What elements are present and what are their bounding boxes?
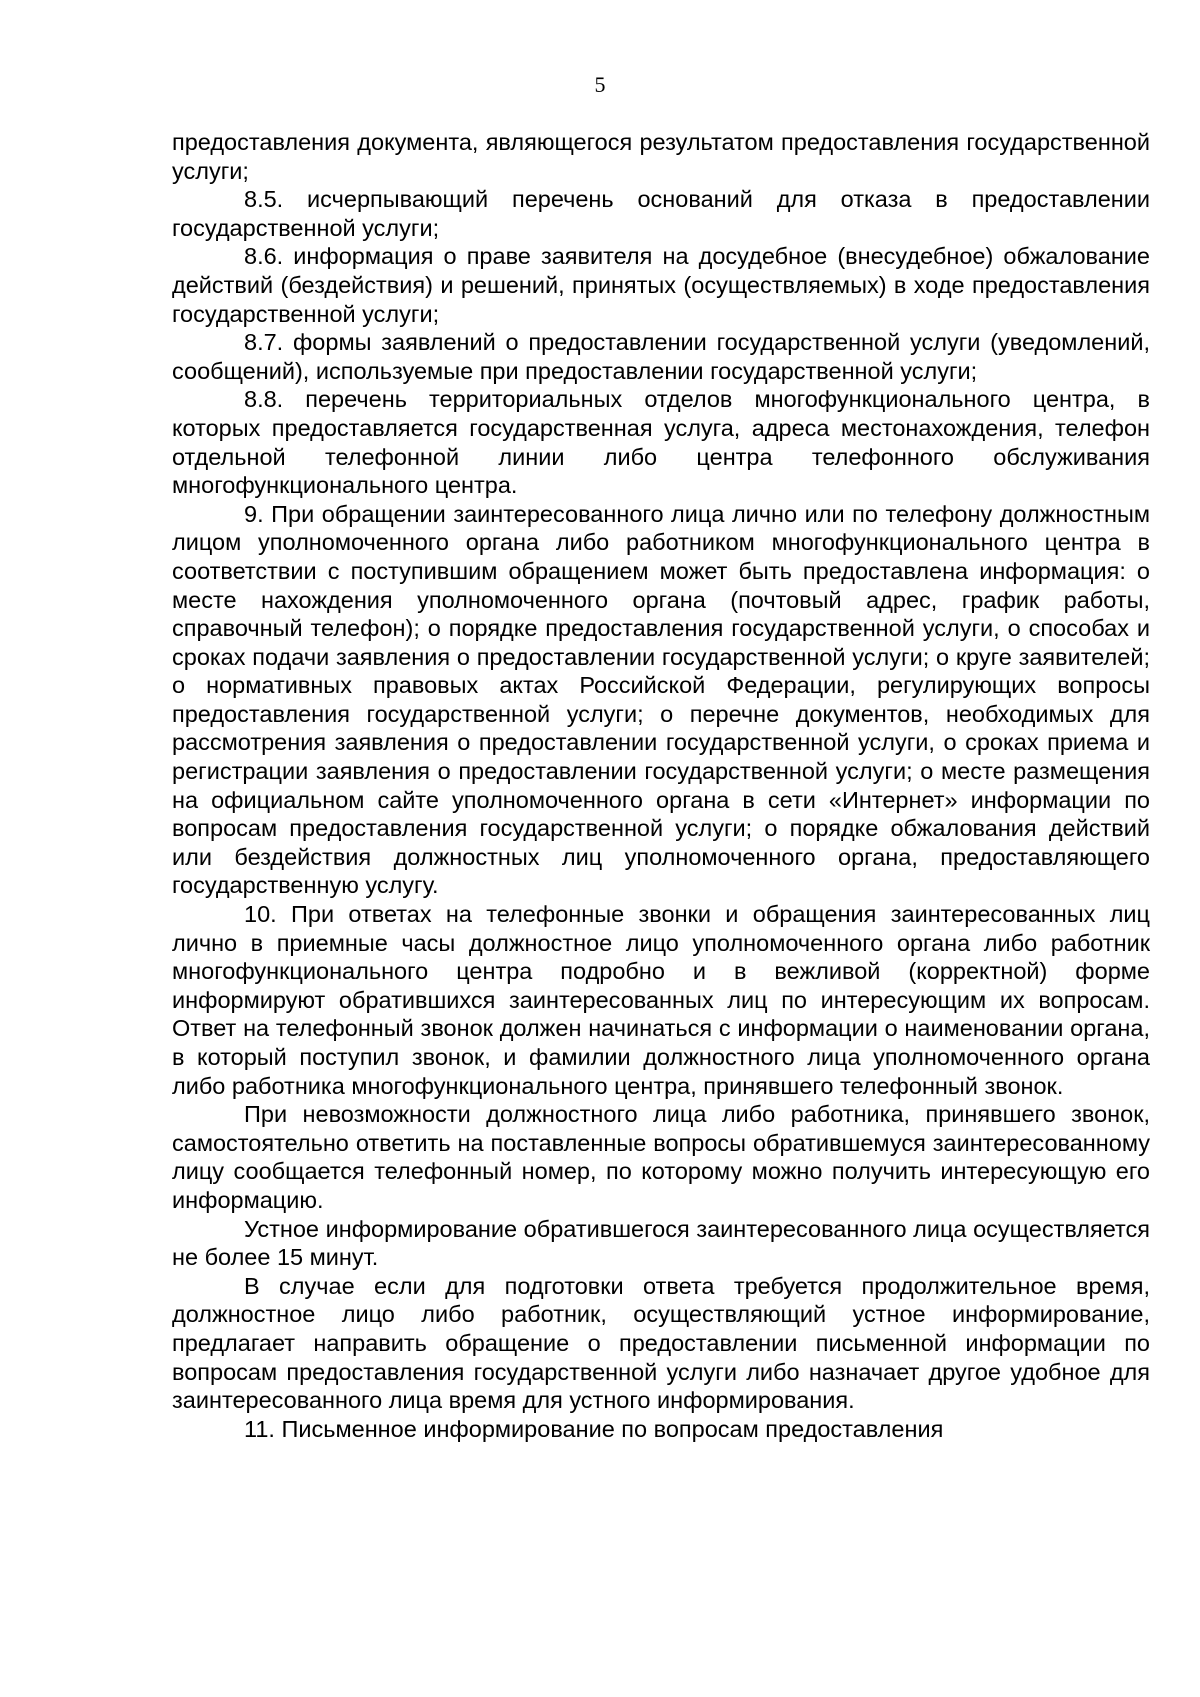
paragraph-8-7: 8.7. формы заявлений о предоставлении государственной услуги (уведомлений, сообщений), используемые при предоставлении государственной услуги; — [172, 329, 1150, 384]
page-number: 5 — [594, 72, 606, 97]
paragraph-9: 9. При обращении заинтересованного лица лично или по телефону должностным лицом уполномоченного органа либо работником многофункционального центра в соответствии с поступившим обращением может быть предоставлена информация: о месте нахождения уполномоченного органа (почтовый адрес, график работы, справочный телефон); о порядке предоставления государственной услуги, о способах и сроках подачи заявления о предоставлении государственной услуги; о круге заявителей; о нормативных правовых актах Российской Федерации, регулирующих вопросы предоставления государственной услуги; о перечне документов, необходимых для рассмотрения заявления о предоставлении государственной услуги, о сроках приема и регистрации заявления о предоставлении государственной услуги; о месте размещения на официальном сайте уполномоченного органа в сети «Интернет» информации по вопросам предоставления государственной услуги; о порядке обжалования действий или бездействия должностных лиц уполномоченного органа, предоставляющего государственную услугу. — [172, 500, 1150, 899]
paragraph-8-5: 8.5. исчерпывающий перечень оснований для отказа в предоставлении государственной услуги; — [172, 186, 1150, 241]
paragraph-11: 11. Письменное информирование по вопросам предоставления — [244, 1415, 944, 1442]
paragraph-8-8: 8.8. перечень территориальных отделов многофункционального центра, в которых предоставляется государственная услуга, адреса местонахождения, телефон отдельной телефонной линии либо центра телефонного обслуживания многофункционального центра. — [172, 386, 1150, 499]
paragraph-10-oral-duration: Устное информирование обратившегося заинтересованного лица осуществляется не более 15 минут. — [172, 1215, 1150, 1271]
paragraph-8-6: 8.6. информация о праве заявителя на досудебное (внесудебное) обжалование действий (бездействия) и решений, принятых (осуществляемых) в ходе предоставления государственной услуги; — [172, 243, 1150, 327]
paragraph-10: 10. При ответах на телефонные звонки и обращения заинтересованных лиц лично в приемные часы должностное лицо уполномоченного органа либо работник многофункционального центра подробно и в вежливой (корректной) форме информируют обратившихся заинтересованных лиц по интересующим их вопросам. Ответ на телефонный звонок должен начинаться с информации о наименовании органа, в который поступил звонок, и фамилии должностного лица уполномоченного органа либо работника многофункционального центра, принявшего телефонный звонок. — [172, 901, 1150, 1099]
paragraph-continuation: предоставления документа, являющегося результатом предоставления государственной услуги; — [172, 129, 1150, 184]
paragraph-10-long-answer: В случае если для подготовки ответа требуется продолжительное время, должностное лицо либо работник, осуществляющий устное информирование, предлагает направить обращение о предоставлении письменной информации по вопросам предоставления государственной услуги либо назначает другое удобное для заинтересованного лица время для устного информирования. — [172, 1272, 1150, 1414]
paragraph-10-unable-to-answer: При невозможности должностного лица либо работника, принявшего звонок, самостоятельно ответить на поставленные вопросы обратившемуся заинтересованному лицу сообщается телефонный номер, по которому можно получить интересующую его информацию. — [172, 1101, 1150, 1213]
document-body — [172, 128, 1150, 1443]
